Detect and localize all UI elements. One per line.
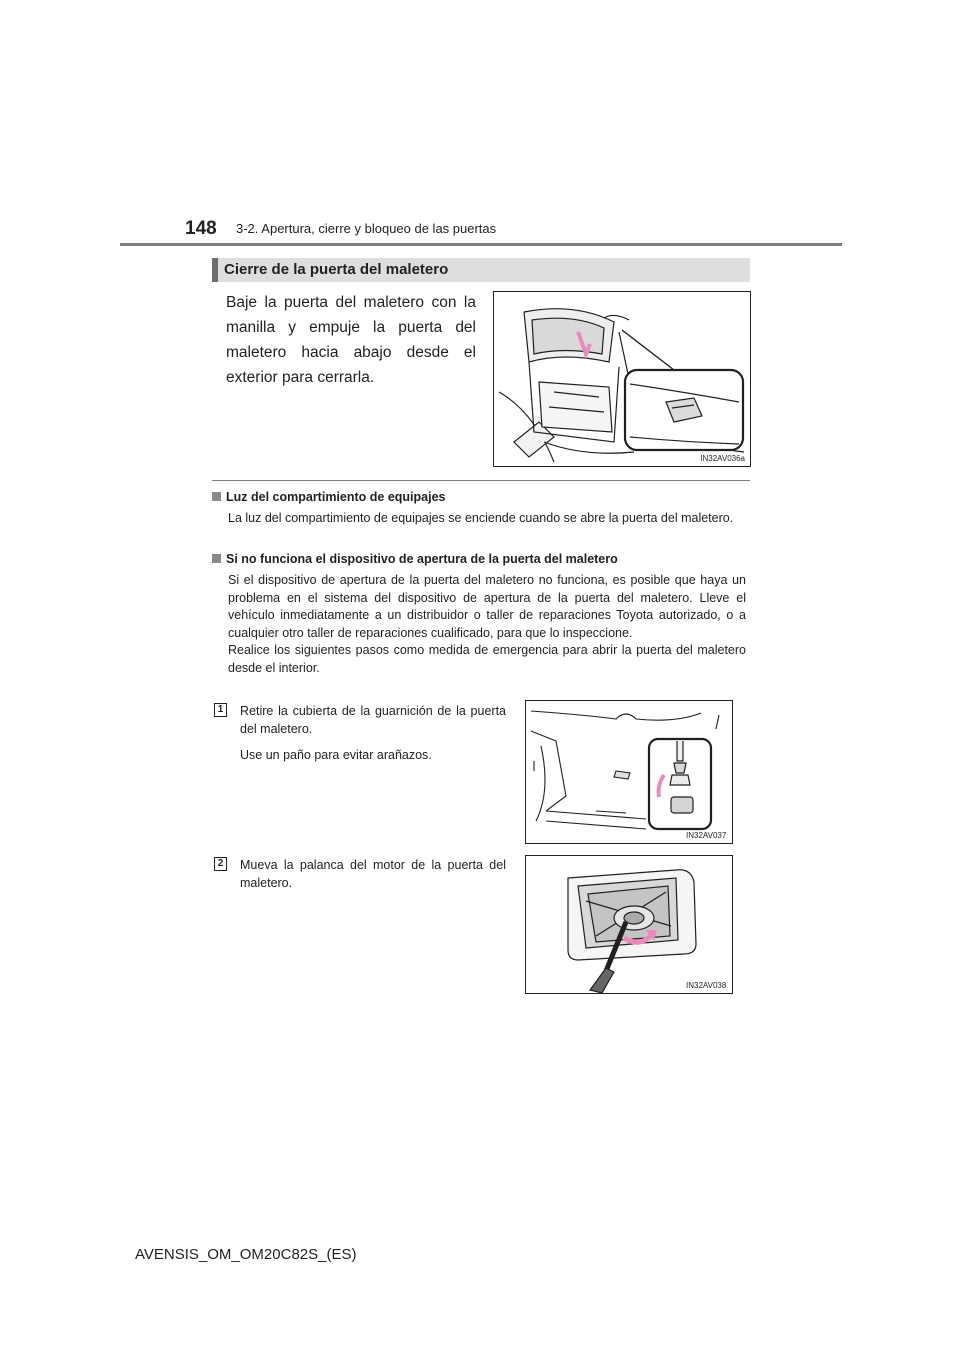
note-title: Luz del compartimiento de equipajes — [226, 490, 446, 504]
figure-code: IN32AV036a — [700, 454, 745, 463]
note-paragraph: Realice los siguientes pasos como medida de emergencia para abrir la puerta del maletero desde el interior. — [228, 643, 746, 675]
step-text-2 — [240, 856, 506, 892]
step-instruction: Mueva la palanca del motor de la puerta del maletero. — [240, 858, 506, 890]
square-bullet-icon — [212, 554, 221, 563]
note-body-dispositivo — [228, 572, 746, 677]
step-note: Use un paño para evitar arañazos. — [240, 748, 432, 762]
cover-removal-illustration — [526, 701, 732, 843]
section-divider — [212, 480, 750, 481]
step-number-2: 2 — [214, 857, 227, 871]
note-heading-luz — [212, 490, 445, 504]
figure-code: IN32AV037 — [686, 831, 727, 840]
note-body-luz — [228, 510, 746, 528]
heading-accent — [212, 258, 218, 282]
trunk-closing-illustration — [494, 292, 750, 466]
document-code: AVENSIS_OM_OM20C82S_(ES) — [135, 1246, 357, 1263]
section-title: 3-2. Apertura, cierre y bloqueo de las puertas — [236, 221, 497, 236]
note-title: Si no funciona el dispositivo de apertura de la puerta del maletero — [226, 552, 618, 566]
note-paragraph: Si el dispositivo de apertura de la puerta del maletero no funciona, es posible que haya un problema en el sistema del dispositivo de apertura de la puerta del maletero. Lleve el vehículo inmediatamente a un distribuidor o taller de reparaciones Toyota autorizado, o a cualquier otro taller de reparaciones cualificado, para que lo inspeccione. — [228, 573, 746, 640]
figure-trunk-closing — [493, 291, 751, 467]
figure-motor-lever — [525, 855, 733, 994]
step-text-1 — [240, 702, 506, 764]
figure-code: IN32AV038 — [686, 981, 727, 990]
step-instruction: Retire la cubierta de la guarnición de la puerta del maletero. — [240, 704, 506, 736]
note-heading-dispositivo — [212, 552, 618, 566]
header-divider — [120, 243, 842, 246]
figure-remove-cover — [525, 700, 733, 844]
section-heading — [212, 258, 750, 282]
step-number-1: 1 — [214, 703, 227, 717]
square-bullet-icon — [212, 492, 221, 501]
section-heading-text: Cierre de la puerta del maletero — [224, 261, 449, 278]
page-number: 148 — [185, 218, 217, 239]
motor-lever-illustration — [526, 856, 732, 993]
note-paragraph: La luz del compartimiento de equipajes se enciende cuando se abre la puerta del maletero. — [228, 511, 734, 525]
intro-text: Baje la puerta del maletero con la manilla y empuje la puerta del maletero hacia abajo desde el exterior para cerrarla. — [226, 294, 476, 386]
